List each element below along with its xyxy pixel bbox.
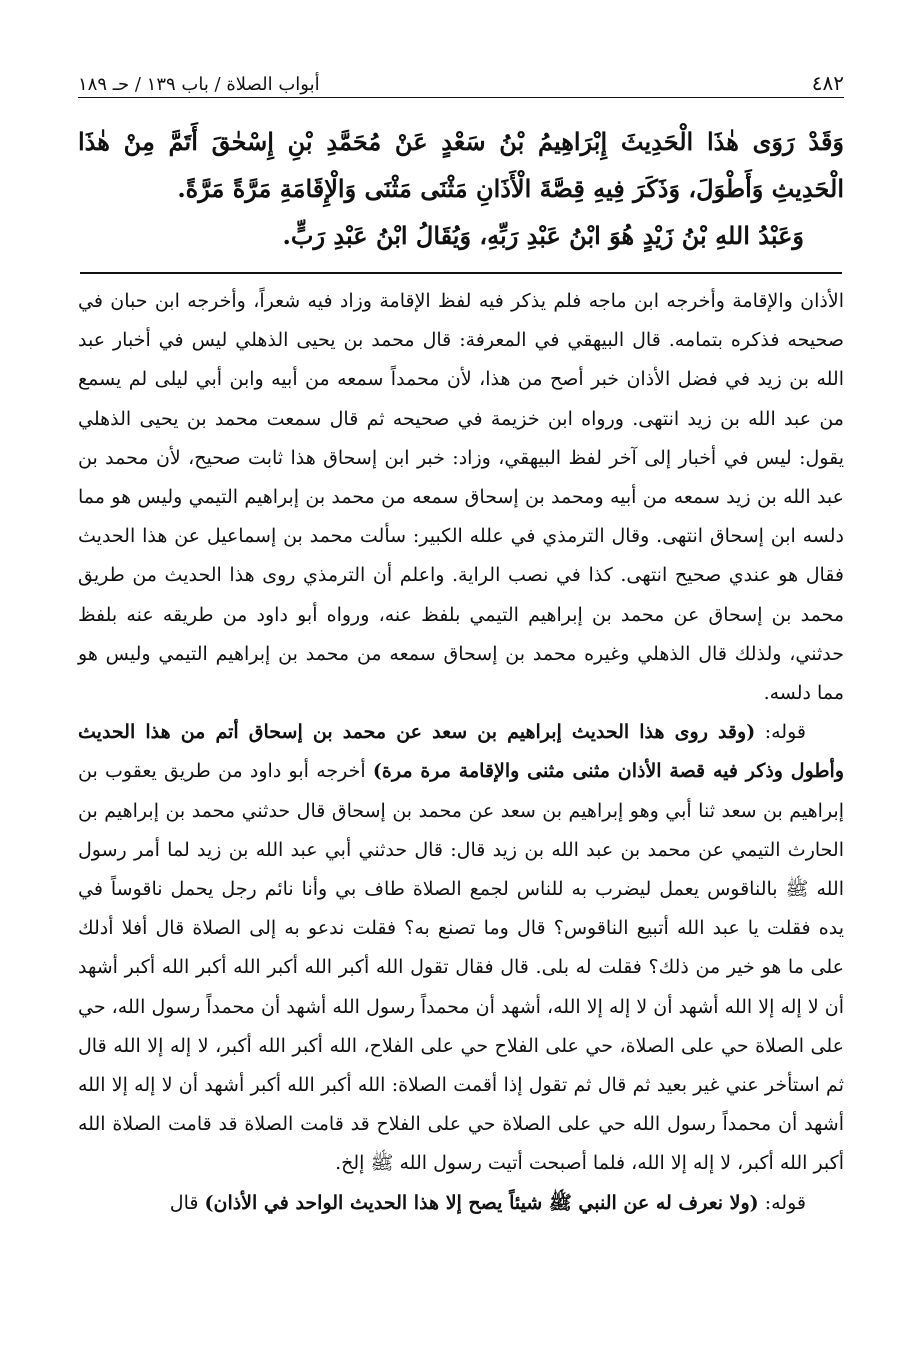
quoted-text: (ولا نعرف له عن النبي ﷺ شيئاً يصح إلا هذا الحديث الواحد في الأذان) [204,1191,759,1214]
separator-rule [80,272,842,274]
hadith-text [78,118,844,259]
commentary-text: أخرجه أبو داود من طريق يعقوب بن إبراهيم بن سعد ثنا أبي وهو إبراهيم بن سعد عن محمد بن إسحاق قال حدثني محمد بن إبراهيم بن الحارث التيمي عن محمد بن عبد الله بن زيد قال: قال حدثني أبي عبد الله بن زيد لما أمر رسول الله ﷺ بالناقوس يعمل ليضرب به للناس لجمع الصلاة طاف بي وأنا نائم رجل يحمل ناقوساً في يده فقلت يا عبد الله أتبيع الناقوس؟ قال وما تصنع به؟ فقلت ندعو به إلى الصلاة قال أفلا أدلك على ما هو خير من ذلك؟ فقلت له بلى. قال فقال تقول الله أكبر الله أكبر الله أكبر الله أكبر أشهد أن لا إله إلا الله أشهد أن لا إله إلا الله، أشهد أن محمداً رسول الله أشهد أن محمداً رسول الله، حي على الصلاة حي على الصلاة، حي على الفلاح حي على الفلاح، الله أكبر الله أكبر، لا إله إلا الله قال ثم استأخر عني غير بعيد ثم قال ثم تقول إذا أقمت الصلاة: الله أكبر الله أكبر أشهد أن لا إله إلا الله أشهد أن محمداً رسول الله حي على الصلاة حي على الفلاح قد قامت الصلاة قد قامت الصلاة الله أكبر الله أكبر، لا إله إلا الله، فلما أصبحت أتيت رسول الله ﷺ إلخ. [78,760,844,1175]
quoted-text: (وقد روى هذا الحديث إبراهيم بن سعد عن محمد بن إسحاق أتم من هذا الحديث وأطول وذكر فيه قصة الأذان مثنى مثنى والإقامة مرة مرة) [78,721,844,783]
quote-lead: قوله: [755,721,806,744]
hadith-paragraph: وَعَبْدُ اللهِ بْنُ زَيْدٍ هُوَ ابْنُ عَبْدِ رَبِّهِ، وَيُقَالُ ابْنُ عَبْدِ رَبٍّ. [282,221,804,250]
page-number: ٤٨٢ [811,71,844,95]
commentary [78,282,844,1223]
commentary-paragraph [78,713,844,1183]
hadith-paragraph: وَقَدْ رَوَى هٰذَا الْحَدِيثَ إِبْرَاهِيمُ بْنُ سَعْدٍ عَنْ مُحَمَّدِ بْنِ إِسْحٰقَ أَتَمَّ مِنْ هٰذَا الْحَدِيثِ وَأَطْوَلَ، وَذَكَرَ فِيهِ قِصَّةَ الْأَذَانِ مَثْنَى مَثْنَى وَالْإِقَامَةِ مَرَّةً مَرَّةً. [78,127,845,203]
commentary-paragraph: الأذان والإقامة وأخرجه ابن ماجه فلم يذكر فيه لفظ الإقامة وزاد فيه شعراً، وأخرجه ابن حبان في صحيحه فذكره بتمامه. قال البيهقي في المعرفة: قال محمد بن يحيى الذهلي ليس في أخبار عبد الله بن زيد في فضل الأذان خبر أصح من هذا، لأن محمداً سمعه من أبيه وابن أبي ليلى لم يسمع من عبد الله بن زيد انتهى. ورواه ابن خزيمة في صحيحه ثم قال سمعت محمد بن يحيى الذهلي يقول: ليس في أخبار إلى آخر لفظ البيهقي، وزاد: خبر ابن إسحاق هذا ثابت صحيح، لأن محمد بن عبد الله بن زيد سمعه من أبيه ومحمد بن إسحاق سمعه من محمد بن إبراهيم التيمي وليس هو مما دلسه ابن إسحاق انتهى. وقال الترمذي في علله الكبير: سألت محمد بن إسماعيل عن هذا الحديث فقال هو عندي صحيح انتهى. كذا في نصب الراية. واعلم أن الترمذي روى هذا الحديث من طريق محمد بن إسحاق عن محمد بن إبراهيم التيمي بلفظ عنه، ورواه أبو داود من طريقه عنه بلفظ حدثني، ولذلك قال الذهلي وغيره محمد بن إسحاق سمعه من محمد بن إبراهيم التيمي وليس هو مما دلسه. [78,290,844,705]
commentary-text: قال [169,1191,205,1214]
page-header [78,62,844,98]
commentary-paragraph [78,1184,844,1223]
quote-lead: قوله: [758,1191,806,1214]
running-title: أبواب الصلاة / باب ١٣٩ / حـ ١٨٩ [78,74,320,95]
